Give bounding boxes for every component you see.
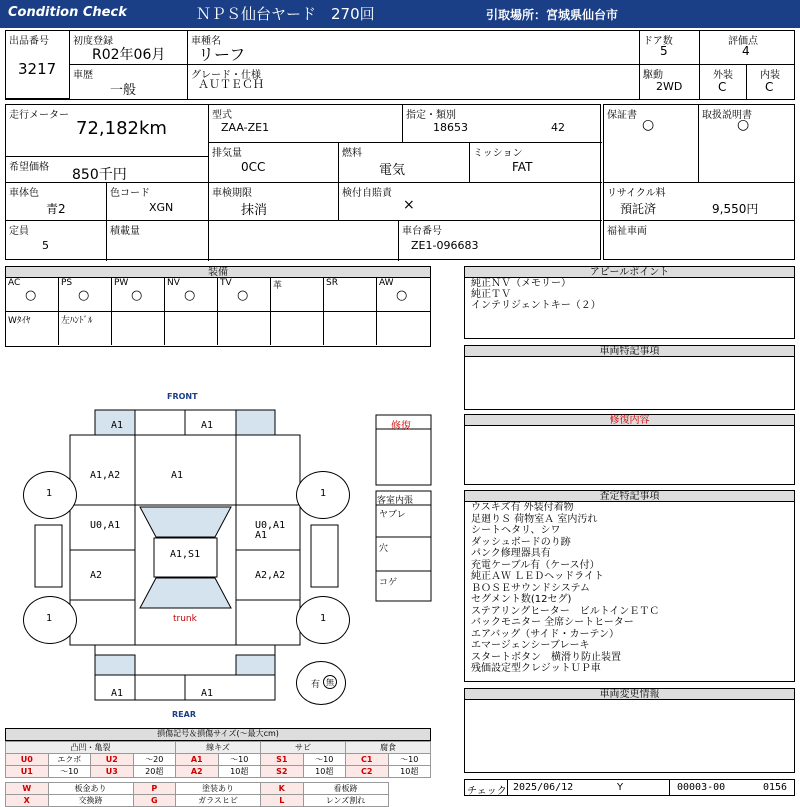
warranty-label: 保証書: [607, 110, 637, 121]
inspection-note-line: セグメント数(12セグ): [471, 594, 572, 605]
mark-door-fr: U0,A1: [255, 520, 286, 531]
category-value: 42: [551, 121, 565, 134]
legend-cell: ～10: [218, 754, 261, 766]
damage-legend: [5, 728, 431, 805]
legend-group: 凸凹・亀裂: [6, 742, 176, 754]
mark-tire-rl: 1: [46, 613, 53, 624]
equipment-mark: ○: [184, 288, 196, 303]
mark-front-right: A1: [201, 420, 214, 431]
price-cell: [6, 157, 209, 183]
price-label: 希望価格: [9, 162, 49, 173]
liability-label: 検付自賠責: [342, 188, 392, 199]
recycle-value: 9,550円: [712, 202, 759, 216]
ashtray-circle: [296, 661, 346, 705]
fuel-cell: [339, 143, 470, 183]
warranty-value: ○: [642, 117, 655, 133]
mark-door-rl: A2: [90, 570, 103, 581]
legend-cell: S2: [261, 766, 304, 778]
equipment-ac: [6, 277, 59, 312]
equipment-label: PW: [114, 278, 129, 288]
color-cell: [6, 183, 107, 221]
legend-cell: U0: [6, 754, 49, 766]
appeal-line: インテリジェントキー（２）: [471, 300, 601, 311]
mark-tire-rr: 1: [320, 613, 327, 624]
equipment-mark: ○: [131, 288, 143, 303]
score-value: 4: [742, 44, 750, 58]
legend-cell: ～10: [388, 754, 431, 766]
inspection-cell: [209, 183, 339, 221]
recycle-label: リサイクル料: [607, 188, 666, 199]
equipment-grid: [5, 277, 431, 347]
mark-hood-left: A1,A2: [90, 470, 121, 481]
check-code: 00003-00: [677, 782, 726, 793]
legend-group: 腐食: [346, 742, 431, 754]
spec-block: [5, 104, 601, 260]
venue-title: ＮＰＳ仙台ヤード 270回: [196, 5, 375, 23]
drive-value: 2WD: [656, 80, 683, 93]
inspection-note-line: シートヘタリ、シワ: [471, 525, 561, 536]
pickup-location: 引取場所：宮城県仙台市: [486, 8, 619, 22]
basic-info-block: [5, 30, 795, 100]
legend-title: 損傷記号＆損傷サイズ(～最大cm): [5, 728, 431, 741]
legend-cell: C2: [346, 766, 389, 778]
appeal-line: 純正ＮＶ（メモリー）: [471, 278, 571, 289]
score-label: 評価点: [728, 36, 758, 47]
legend-cell: 交換跡: [48, 795, 133, 807]
equipment-mark: ○: [25, 288, 37, 303]
mission-value: FAT: [512, 160, 533, 174]
history-label: 車歴: [73, 70, 93, 81]
special-items-box: [464, 356, 795, 410]
car-name-label: 車種名: [191, 36, 221, 47]
legend-cell: 板金あり: [48, 783, 133, 795]
inspection-note-line: 純正ＡＷ ＬＥＤヘッドライト: [471, 571, 604, 582]
legend-cell: W: [6, 783, 49, 795]
chassis-cell: [399, 221, 602, 261]
designation-value: 18653: [433, 121, 468, 134]
mark-door-fl: U0,A1: [90, 520, 121, 531]
mission-cell: [470, 143, 602, 183]
docs-block: [603, 104, 795, 260]
manual-label: 取扱説明書: [702, 110, 752, 121]
equipment-label: AC: [8, 278, 21, 288]
interior-title: 客室内張: [377, 496, 414, 506]
check-row: [464, 779, 795, 796]
interior-tear: ヤブレ: [379, 510, 406, 520]
first-reg-cell: [70, 31, 188, 65]
change-info-box: [464, 699, 795, 773]
equipment-ps: [59, 277, 112, 312]
manual-cell: [699, 105, 794, 183]
equipment-extra-cell: [165, 312, 218, 345]
legend-group: サビ: [261, 742, 346, 754]
inspection-value: 抹消: [241, 203, 268, 218]
legend-cell: ～10: [303, 754, 346, 766]
displacement-label: 排気量: [212, 148, 242, 159]
equipment-label: PS: [61, 278, 73, 288]
equipment-label: 革: [273, 281, 283, 291]
interior-burn: コゲ: [379, 578, 398, 588]
displacement-value: 0CC: [241, 160, 266, 174]
inspection-note-line: スタートボタン 横滑り防止装置: [471, 651, 621, 663]
equipment-extra-cell: [112, 312, 165, 345]
legend-cell: U2: [91, 754, 134, 766]
legend-cell: X: [6, 795, 49, 807]
capacity-label: 定員: [9, 226, 29, 237]
doors-label: ドア数: [643, 36, 673, 47]
color-code-value: XGN: [149, 201, 174, 214]
inspection-notes-box: [464, 501, 795, 682]
color-value: 青2: [46, 202, 66, 216]
inspection-note-line: ステアリングヒーター ビルトインＥＴＣ: [471, 605, 660, 617]
check-label: チェック: [467, 786, 507, 797]
warranty-cell: [604, 105, 699, 183]
price-value: 850千円: [72, 167, 127, 183]
mark-door-fr-2: A1: [255, 530, 268, 541]
inspection-note-line: パンク修理器具有: [471, 548, 551, 559]
equipment-extra-cell: [377, 312, 430, 345]
equipment-extra-cell: [324, 312, 377, 345]
exterior-cell: [700, 65, 747, 99]
grade-label: グレード・仕様: [191, 70, 261, 81]
first-reg-value: R02年06月: [92, 47, 166, 63]
grade-value: ＡＵＴＥＣＨ: [198, 78, 264, 91]
recycle-status: 預託済: [620, 202, 657, 216]
car-name-cell: [188, 31, 640, 65]
mileage-value: 72,182km: [76, 118, 167, 139]
interior-label: 内装: [760, 70, 780, 81]
load-label: 積載量: [110, 226, 140, 237]
brand-title: Condition Check: [8, 5, 127, 20]
displacement-cell: [209, 143, 339, 183]
legend-cell: S1: [261, 754, 304, 766]
inspection-label: 車検期限: [212, 188, 252, 199]
legend-cell: 10超: [388, 766, 431, 778]
equipment-tv: [218, 277, 271, 312]
car-name-value: リーフ: [198, 45, 246, 64]
equipment-pw: [112, 277, 165, 312]
check-number: 0156: [763, 782, 788, 793]
interior-hole: 穴: [379, 544, 389, 554]
inspection-note-line: ダッシュボードのり跡: [471, 536, 571, 548]
inspection-notes-title: 査定特記事項: [464, 490, 795, 502]
equipment-label: AW: [379, 278, 394, 288]
inspection-note-line: バックモニター 全席シートヒーター: [471, 617, 634, 628]
inspection-note-line: エマージェンシーブレーキ: [471, 640, 590, 651]
exterior-label: 外装: [713, 70, 733, 81]
equipment-mark: ○: [237, 288, 249, 303]
mark-roof: A1,S1: [170, 549, 201, 560]
mark-tire-fr: 1: [320, 488, 327, 499]
equipment-label: SR: [326, 278, 338, 288]
ashtray-icon: 無: [323, 675, 337, 689]
mark-hood-right: A1: [171, 470, 184, 481]
mark-front-left: A1: [111, 420, 124, 431]
car-diagram: [0, 385, 460, 725]
ashtray-label: 有: [311, 680, 321, 690]
liability-value: ×: [403, 197, 415, 213]
recycle-cell: [604, 183, 794, 221]
rear-label: REAR: [172, 710, 196, 719]
exterior-value: C: [718, 80, 727, 94]
inspection-note-line: 充電ケーブル有（ケース付）: [471, 559, 600, 571]
appeal-title: アピールポイント: [464, 266, 795, 278]
check-mark: Y: [617, 782, 624, 793]
appeal-line: 純正ＴＶ: [471, 289, 511, 300]
legend-cell: L: [261, 795, 304, 807]
repair-content-title: 修復内容: [464, 414, 795, 426]
model-label: 型式: [212, 110, 232, 121]
legend-cell: ～10: [48, 766, 91, 778]
doors-cell: [640, 31, 700, 65]
legend-cell: 看板跡: [303, 783, 388, 795]
legend-cell: ガラスヒビ: [176, 795, 261, 807]
color-code-cell: [107, 183, 209, 221]
color-code-label: 色コード: [110, 188, 150, 199]
legend-cell: U3: [91, 766, 134, 778]
mark-tire-fl: 1: [46, 488, 53, 499]
equipment-label: NV: [167, 278, 180, 288]
check-date: 2025/06/12: [513, 782, 574, 793]
legend-cell: 塗装あり: [176, 783, 261, 795]
trunk-label: trunk: [173, 614, 197, 624]
equipment-extra-label: 左ﾊﾝﾄﾞﾙ: [61, 316, 93, 326]
lot-value: 3217: [18, 60, 57, 78]
equipment-extra-cell: [6, 312, 59, 345]
history-cell: [70, 65, 188, 99]
fuel-value: 電気: [379, 163, 406, 178]
fuel-label: 燃料: [342, 148, 362, 159]
capacity-value: 5: [42, 239, 49, 252]
mission-label: ミッション: [473, 148, 523, 159]
inspection-note-line: 残価設定型クレジットＵＰ車: [471, 663, 601, 674]
lot-cell: [6, 31, 70, 99]
load-cell: [107, 221, 209, 261]
chassis-label: 車台番号: [402, 226, 442, 237]
front-label: FRONT: [167, 392, 198, 401]
equipment-nv: [165, 277, 218, 312]
legend-cell: P: [133, 783, 176, 795]
repair-content-box: [464, 425, 795, 485]
legend-cell: 20超: [133, 766, 176, 778]
chassis-value: ZE1-096683: [411, 239, 479, 252]
manual-value: ○: [737, 117, 750, 133]
equipment-title: 装備: [5, 266, 431, 278]
legend-cell: エクボ: [48, 754, 91, 766]
change-info-title: 車両変更情報: [464, 688, 795, 700]
model-value: ZAA-ZE1: [221, 121, 270, 134]
capacity-cell: [6, 221, 107, 261]
mark-door-rr: A2,A2: [255, 570, 286, 581]
equipment-extra-label: Wﾀｲﾔ: [8, 316, 31, 326]
equipment-sr: [324, 277, 377, 312]
legend-cell: 10超: [218, 766, 261, 778]
doors-value: 5: [660, 44, 668, 58]
welfare-label: 福祉車両: [607, 226, 647, 237]
equipment-革: [271, 277, 324, 312]
equipment-extra-cell: [218, 312, 271, 345]
blank-cell: [209, 221, 399, 261]
score-cell: [700, 31, 794, 65]
mark-rear-left: A1: [111, 688, 124, 699]
appeal-box: [464, 277, 795, 339]
legend-cell: ～20: [133, 754, 176, 766]
legend-cell: K: [261, 783, 304, 795]
legend-cell: A2: [176, 766, 219, 778]
inspection-note-line: ＢＯＳＥサウンドシステム: [471, 582, 590, 594]
history-value: 一般: [110, 83, 137, 98]
legend-cell: G: [133, 795, 176, 807]
special-items-title: 車両特記事項: [464, 345, 795, 357]
color-label: 車体色: [9, 188, 39, 199]
equipment-extra-cell: [271, 312, 324, 345]
liability-cell: [339, 183, 602, 221]
header-bar: [0, 0, 800, 28]
legend-cell: U1: [6, 766, 49, 778]
interior-value: C: [765, 80, 774, 94]
designation-label: 指定・類別: [406, 110, 456, 121]
mileage-label: 走行メーター: [9, 110, 69, 121]
equipment-label: TV: [220, 278, 232, 288]
equipment-extra-cell: [59, 312, 112, 345]
equipment-aw: [377, 277, 430, 312]
drive-label: 駆動: [643, 70, 663, 81]
legend-cell: C1: [346, 754, 389, 766]
drive-cell: [640, 65, 700, 99]
mileage-cell: [6, 105, 209, 157]
inspection-note-line: エアバッグ（サイド・カーテン）: [471, 628, 619, 640]
equipment-mark: ○: [78, 288, 90, 303]
grade-cell: [188, 65, 640, 99]
legend-cell: レンズ割れ: [303, 795, 388, 807]
inspection-note-line: 足廻りＳ 荷物室Ａ 室内汚れ: [471, 513, 598, 525]
legend-cell: 10超: [303, 766, 346, 778]
repair-label: 修復: [391, 421, 411, 432]
model-cell: [209, 105, 403, 143]
lot-label: 出品番号: [9, 36, 49, 47]
first-reg-label: 初度登録: [73, 36, 113, 47]
mark-rear-right: A1: [201, 688, 214, 699]
designation-cell: [403, 105, 602, 143]
legend-group: 線キズ: [176, 742, 261, 754]
legend-cell: A1: [176, 754, 219, 766]
welfare-cell: [604, 221, 794, 259]
inspection-note-line: ウスキズ有 外装付着物: [471, 502, 574, 513]
interior-cell: [747, 65, 794, 99]
equipment-mark: ○: [396, 288, 408, 303]
